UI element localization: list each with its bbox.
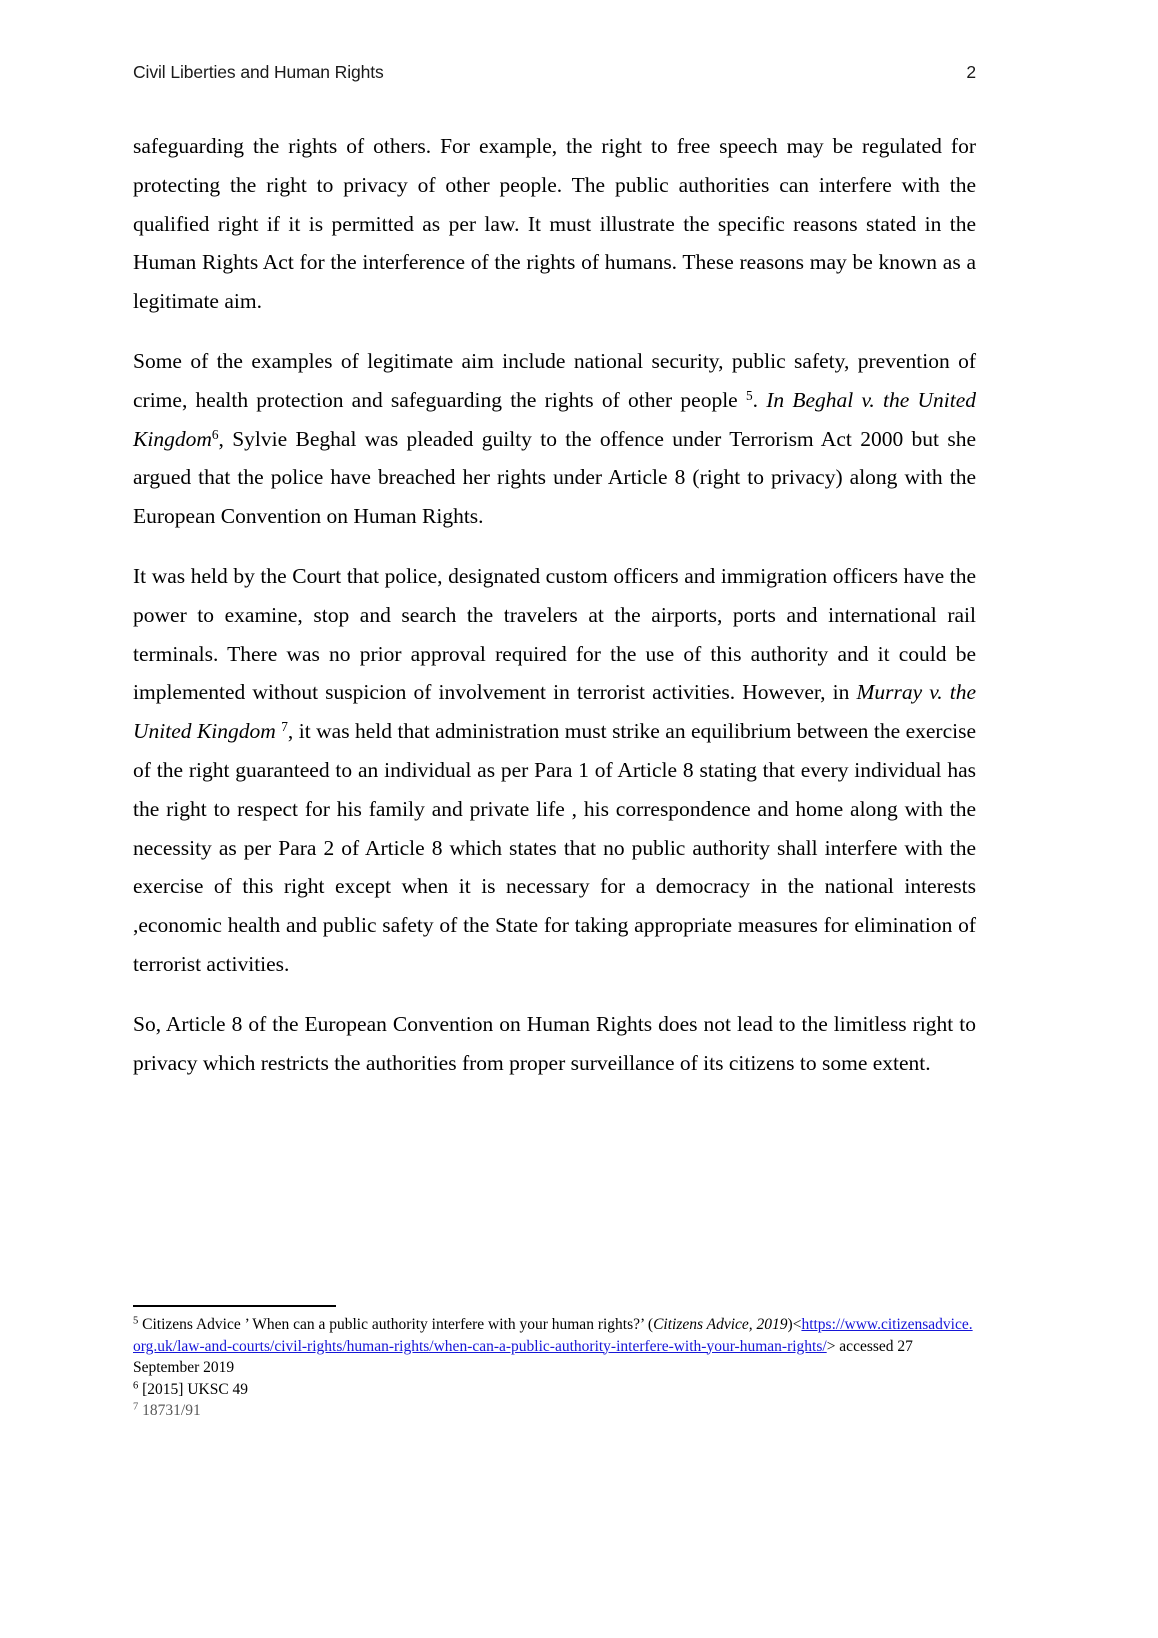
header-title: Civil Liberties and Human Rights (133, 62, 384, 82)
footnote-marker-7[interactable]: 7 (281, 719, 288, 735)
footnote-separator-rule (133, 1305, 336, 1307)
paragraph-2 (133, 342, 976, 536)
paragraph-3-text-part-1: It was held by the Court that police, designated custom officers and immigration officers have the power to examine, stop and search the travelers at the airports, ports and international rail terminals. There was no prior approval required for the use of this authority and it could be implemented without suspicion of involvement in terrorist activities. However, in (133, 563, 976, 705)
footnote-6-text: [2015] UKSC 49 (138, 1380, 249, 1398)
footnote-section (133, 1305, 976, 1422)
footnote-7 (133, 1400, 976, 1422)
case-citation-beghal: In Beghal v. the United Kingdom (133, 387, 977, 451)
paragraph-2-text-part-1: Some of the examples of legitimate aim include national security, public safety, prevention of crime, health protection and safeguarding the rights of other people (133, 348, 976, 412)
footnote-5-text-after: > accessed 27 September 2019 (133, 1337, 913, 1376)
footnote-5 (133, 1314, 976, 1379)
paragraph-3 (133, 557, 976, 984)
paragraph-4: So, Article 8 of the European Convention on Human Rights does not lead to the limitless right to privacy which restricts the authorities from proper surveillance of its citizens to some extent. (133, 1011, 976, 1075)
footnote-marker-6[interactable]: 6 (211, 426, 219, 442)
case-citation-murray: Murray v. the United Kingdom (133, 680, 977, 744)
page-number: 2 (966, 62, 976, 82)
paragraph-2-text-part-3: , Sylvie Beghal was pleaded guilty to the offence under Terrorism Act 2000 but she argued that the police have breached her rights under Article 8 (right to privacy) along with the European Convention on Human Rights. (133, 426, 976, 529)
footnote-6-marker: 6 (133, 1380, 139, 1392)
document-body (133, 127, 976, 1082)
footnote-7-marker: 7 (133, 1401, 139, 1413)
footnote-5-marker: 5 (133, 1315, 139, 1327)
footnote-7-text: 18731/91 (138, 1402, 201, 1419)
footnote-6 (133, 1379, 976, 1401)
paragraph-3-text-part-2: , it was held that administration must strike an equilibrium between the exercise of the right guaranteed to an individual as per Para 1 of Article 8 stating that every individual has the right to respect for his family and private life , his correspondence and home along with the necessity as per Para 2 of Article 8 which states that no public authority shall interfere with the exercise of this right except when it is necessary for a democracy in the national interests ,economic health and public safety of the State for taking appropriate measures for elimination of terrorist activities. (133, 719, 976, 976)
footnote-5-text-before: Citizens Advice ’ When can a public authority interfere with your human rights?’ ( (138, 1316, 654, 1333)
page-header (133, 62, 976, 83)
paragraph-2-text-part-2: . (752, 387, 767, 412)
paragraph-1: safeguarding the rights of others. For example, the right to free speech may be regulated for protecting the right to privacy of other people. The public authorities can interfere with the qualified right if it is permitted as per law. It must illustrate the specific reasons stated in the Human Rights Act for the interference of the rights of humans. These reasons may be known as a legitimate aim. (133, 134, 976, 314)
footnote-marker-5[interactable]: 5 (745, 387, 753, 403)
footnote-5-url-link[interactable]: https://www.citizensadvice.org.uk/law-and-courts/civil-rights/human-rights/when-can-a-public-authority-interfere-with-your-human-rights/ (133, 1316, 973, 1355)
footnote-5-text-middle: )< (787, 1316, 802, 1333)
footnote-5-source: Citizens Advice, 2019 (653, 1316, 788, 1333)
